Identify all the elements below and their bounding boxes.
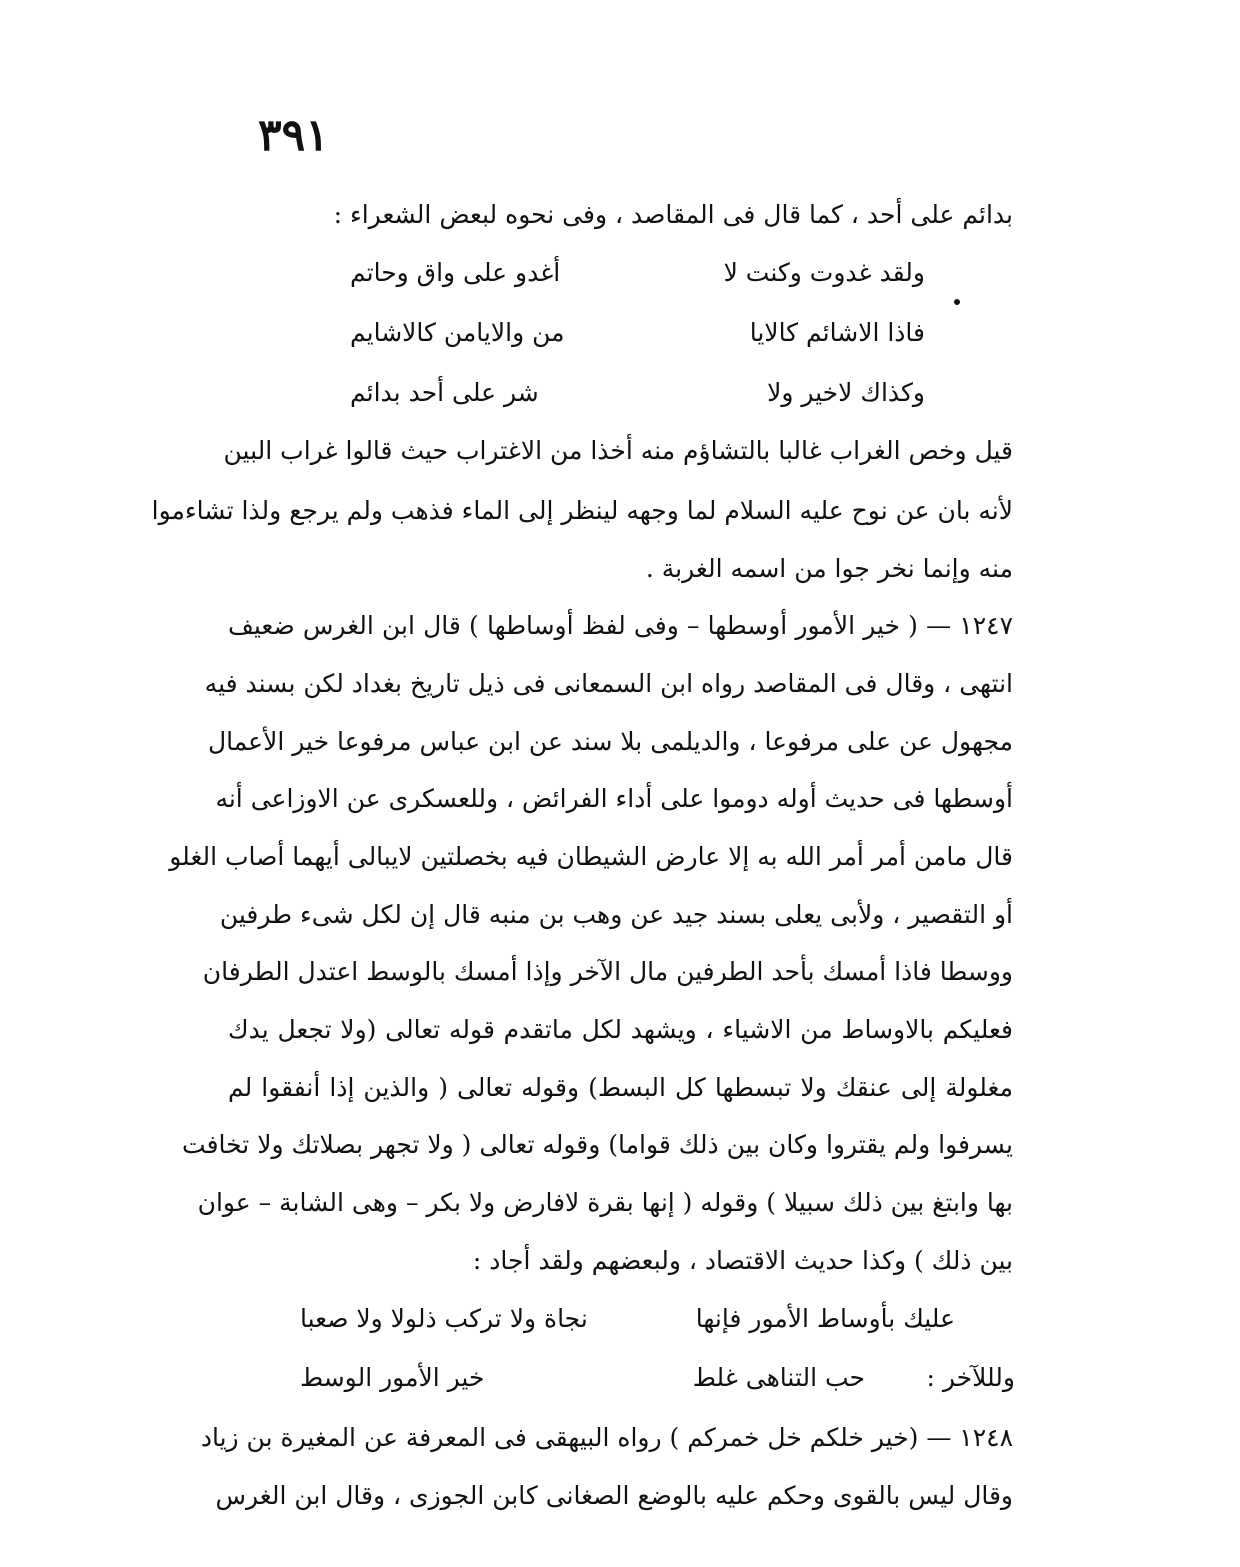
text-line: منه وإنما نخر جوا من اسمه الغربة . [645, 554, 1013, 583]
verse-second-hemistich: نجاة ولا تركب ذلولا ولا صعبا [300, 1304, 588, 1333]
text-line: مجهول عن على مرفوعا ، والديلمى بلا سند عن ابن عباس مرفوعا خير الأعمال [207, 727, 1013, 756]
verse-first-hemistich: عليك بأوساط الأمور فإنها [695, 1304, 955, 1333]
text-line: قال مامن أمر أمر الله به إلا عارض الشيطان فيه بخصلتين لايبالى أيهما أصاب الغلو [169, 842, 1013, 871]
text-line: ووسطا فاذا أمسك بأحد الطرفين مال الآخر وإذا أمسك بالوسط اعتدل الطرفان [202, 957, 1013, 986]
text-line: مغلولة إلى عنقك ولا تبسطها كل البسط) وقوله تعالى ( والذين إذا أنفقوا لم [228, 1073, 1013, 1102]
verse-line [300, 1294, 955, 1344]
text-line: لأنه بان عن نوح عليه السلام لما وجهه لينظر إلى الماء فذهب ولم يرجع ولذا تشاءموا [151, 496, 1013, 525]
text-line: بها وابتغ بين ذلك سبيلا ) وقوله ( إنها بقرة لافارض ولا بكر – وهى الشابة – عوان [197, 1188, 1013, 1217]
verse-line [350, 368, 925, 418]
text-line: وقال ليس بالقوى وحكم عليه بالوضع الصغانى كابن الجوزى ، وقال ابن الغرس [215, 1481, 1013, 1510]
text-line: ١٢٤٧ — ( خير الأمور أوسطها – وفى لفظ أوساطها ) قال ابن الغرس ضعيف [228, 611, 1013, 640]
verse-intro: ولللآخر : [926, 1363, 1015, 1392]
verse-first-hemistich: وكذاك لاخير ولا [767, 378, 925, 407]
text-line: ١٢٤٨ — (خير خلكم خل خمركم ) رواه البيهقى فى المعرفة عن المغيرة بن زياد [200, 1423, 1013, 1452]
verse-first-hemistich: حب التناهى غلط [692, 1363, 865, 1392]
verse-line [300, 1353, 865, 1403]
ink-dot [954, 299, 960, 305]
text-line: أوسطها فى حديث أوله دوموا على أداء الفرائض ، وللعسكرى عن الاوزاعى أنه [215, 784, 1013, 813]
page-number: ٣٩١ [258, 110, 329, 161]
verse-first-hemistich: فاذا الاشائم كالايا [749, 318, 925, 347]
text-line: فعليكم بالاوساط من الاشياء ، ويشهد لكل ماتقدم قوله تعالى (ولا تجعل يدك [228, 1015, 1013, 1044]
text-line: أو التقصير ، ولأبى يعلى بسند جيد عن وهب بن منبه قال إن لكل شىء طرفين [219, 900, 1013, 929]
verse-second-hemistich: أغدو على واق وحاتم [350, 258, 561, 287]
verse-first-hemistich: ولقد غدوت وكنت لا [723, 258, 925, 287]
text-line: انتهى ، وقال فى المقاصد رواه ابن السمعانى فى ذيل تاريخ بغداد لكن بسند فيه [204, 669, 1013, 698]
text-line: بدائم على أحد ، كما قال فى المقاصد ، وفى نحوه لبعض الشعراء : [333, 200, 1013, 229]
verse-second-hemistich: شر على أحد بدائم [350, 378, 539, 407]
text-line: قيل وخص الغراب غالبا بالتشاؤم منه أخذا من الاغتراب حيث قالوا غراب البين [223, 436, 1013, 465]
text-line: بين ذلك ) وكذا حديث الاقتصاد ، ولبعضهم ولقد أجاد : [472, 1246, 1013, 1275]
verse-second-hemistich: من والايامن كالاشايم [350, 318, 565, 347]
text-line: يسرفوا ولم يقتروا وكان بين ذلك قواما) وقوله تعالى ( ولا تجهر بصلاتك ولا تخافت [182, 1130, 1013, 1159]
verse-line [350, 308, 925, 358]
verse-line [350, 248, 925, 298]
verse-second-hemistich: خير الأمور الوسط [300, 1363, 485, 1392]
